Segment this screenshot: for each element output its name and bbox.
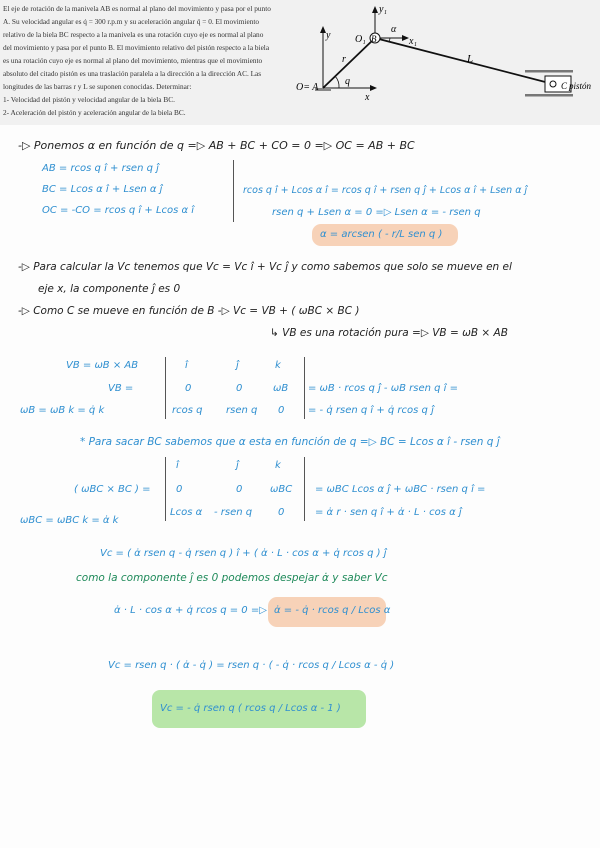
m1-r3c2: rsen q — [226, 405, 258, 416]
statement-line: 2- Aceleración del pistón y aceleración angular de la biela BC. — [3, 108, 186, 117]
note-loop-equation: -▷ Ponemos α en función de q =▷ AB + BC + CO = 0 =▷ OC = AB + BC — [18, 139, 415, 152]
label-r: r — [342, 54, 346, 65]
note-vc-intro: -▷ Para calcular la Vc tenemos que Vc = Vc î + Vc ĵ y como sabemos que solo se mueve en el — [18, 261, 512, 273]
piston-block — [545, 76, 571, 92]
m2-r2c3: ωBC — [270, 484, 293, 495]
m1-j: ĵ — [236, 360, 239, 371]
m2-r2c2: 0 — [236, 484, 243, 495]
m2-r3c1: Lcos α — [170, 507, 203, 518]
label-x: x — [365, 92, 370, 103]
angle-q-arc — [335, 76, 339, 88]
statement-line: es una rotación cuyo eje es normal al plano del movimiento, mientras que el movimiento — [3, 56, 263, 65]
m2-k: k — [275, 460, 281, 471]
label-L: L — [467, 53, 474, 65]
rod-bc — [375, 38, 553, 84]
m1-r2c2: 0 — [236, 383, 243, 394]
cross-bc-result-2: = α̇ r · sen q î + α̇ · L · cos α ĵ — [315, 507, 462, 518]
label-o1: O₁ — [355, 34, 366, 45]
vb-result-1: = ωB · rcos q ĵ - ωB rsen q î = — [308, 383, 458, 394]
guide-bottom — [525, 94, 573, 97]
statement-line: relativo de la biela BC respecto a la manivela es una rotación cuyo eje es normal al plano — [3, 30, 264, 39]
m2-r2c1: 0 — [176, 484, 183, 495]
m2-j: ĵ — [236, 460, 239, 471]
result-alpha: α = arcsen ( - r/L sen q ) — [320, 229, 443, 240]
note-bc-function: * Para sacar BC sabemos que α esta en función de q =▷ BC = Lcos α î - rsen q ĵ — [80, 436, 500, 448]
matrix2-right-bar — [304, 457, 305, 521]
x1-axis-arrow — [402, 35, 409, 41]
statement-line: El eje de rotación de la manivela AB es normal al plano del movimiento y pasa por el punto — [3, 4, 271, 13]
vector-ab: AB = rcos q î + rsen q ĵ — [42, 163, 159, 174]
m1-r2c1: 0 — [185, 383, 192, 394]
note-solve-alpha: como la componente ĵ es 0 podemos despejar α̇ y saber Vc — [76, 572, 388, 584]
m2-i: î — [176, 460, 179, 471]
equation-j-component: rsen q + Lsen α = 0 =▷ Lsen α = - rsen q — [272, 207, 481, 218]
result-vc: Vc = - q̇ rsen q ( rcos q / Lcos α - 1 ) — [160, 703, 341, 714]
m1-i: î — [185, 360, 188, 371]
statement-line: longitudes de las barras r y L se suponen conocidas. Determinar: — [3, 82, 192, 91]
m2-r3c3: 0 — [278, 507, 285, 518]
y1-axis-arrow — [372, 6, 378, 13]
note-vc-axis: eje x, la componente ĵ es 0 — [38, 283, 181, 295]
statement-line: 1- Velocidad del pistón y velocidad angular de la biela BC. — [3, 95, 175, 104]
m1-k: k — [275, 360, 281, 371]
alpha-dot-equation: α̇ · L · cos α + q̇ rcos q = 0 =▷ — [114, 605, 267, 616]
statement-line: A. Su velocidad angular es q̇ = 300 r.p.m y su aceleración angular q̈ = 0. El movimiento — [3, 17, 260, 26]
x-axis-arrow — [370, 85, 377, 91]
statement-line: absoluto del citado pistón es una traslación paralela a la dirección a la dirección AC. Las — [3, 69, 262, 78]
vector-oc: OC = -CO = rcos q î + Lcos α î — [42, 205, 195, 216]
label-q: q — [345, 76, 350, 87]
equation-components: rcos q î + Lcos α î = rcos q î + rsen q ĵ + Lcos α î + Lsen α ĵ — [243, 185, 528, 196]
vc-substitution: Vc = rsen q · ( α̇ - q̇ ) = rsen q · ( - q̇ · rcos q / Lcos α - q̇ ) — [108, 660, 395, 671]
label-piston: pistón — [569, 81, 592, 91]
vb-label: VB = — [108, 383, 134, 394]
m2-r3c2: - rsen q — [214, 507, 253, 518]
cross-bc-result-1: = ωBC Lcos α ĵ + ωBC · rsen q î = — [315, 484, 486, 495]
result-alpha-dot: α̇ = - q̇ · rcos q / Lcos α — [274, 605, 391, 616]
label-o-a: O= A — [296, 82, 319, 93]
matrix2-left-bar — [165, 457, 166, 521]
label-y1: y₁ — [379, 4, 387, 15]
label-y: y — [326, 30, 331, 41]
label-c: C — [561, 81, 568, 91]
omega-bc: ωBC = ωBC k = α̇ k — [20, 515, 119, 526]
pin-c — [550, 81, 556, 87]
note-c-function: -▷ Como C se mueve en función de B -▷ Vc = VB + ( ωBC × BC ) — [18, 305, 360, 317]
label-alpha: α — [391, 24, 397, 35]
vector-bc: BC = Lcos α î + Lsen α ĵ — [42, 184, 163, 195]
statement-line: del movimiento y pasa por el punto B. El movimiento relativo del pistón respecto a la biela — [3, 43, 270, 52]
m1-r3c1: rcos q — [172, 405, 203, 416]
label-b: B — [371, 34, 377, 44]
label-x1: x₁ — [409, 36, 417, 47]
matrix1-right-bar — [304, 357, 305, 419]
cross-bc-label: ( ωBC × BC ) = — [74, 484, 151, 495]
guide-top — [525, 70, 573, 73]
m1-r2c3: ωB — [273, 383, 289, 394]
matrix1-left-bar — [165, 357, 166, 419]
note-vb-rotation: ↳ VB es una rotación pura =▷ VB = ωB × AB — [270, 327, 508, 339]
mechanism-diagram — [295, 0, 595, 125]
vb-definition: VB = ωB × AB — [66, 360, 139, 371]
vc-full: Vc = ( α̇ rsen q - q̇ rsen q ) î + ( α̇ · L · cos α + q̇ rcos q ) ĵ — [100, 548, 387, 559]
divider-line — [233, 160, 234, 222]
vb-result-2: = - q̇ rsen q î + q̇ rcos q ĵ — [308, 405, 434, 416]
problem-statement — [0, 0, 600, 125]
m1-r3c3: 0 — [278, 405, 285, 416]
omega-b: ωB = ωB k = q̇ k — [20, 405, 105, 416]
